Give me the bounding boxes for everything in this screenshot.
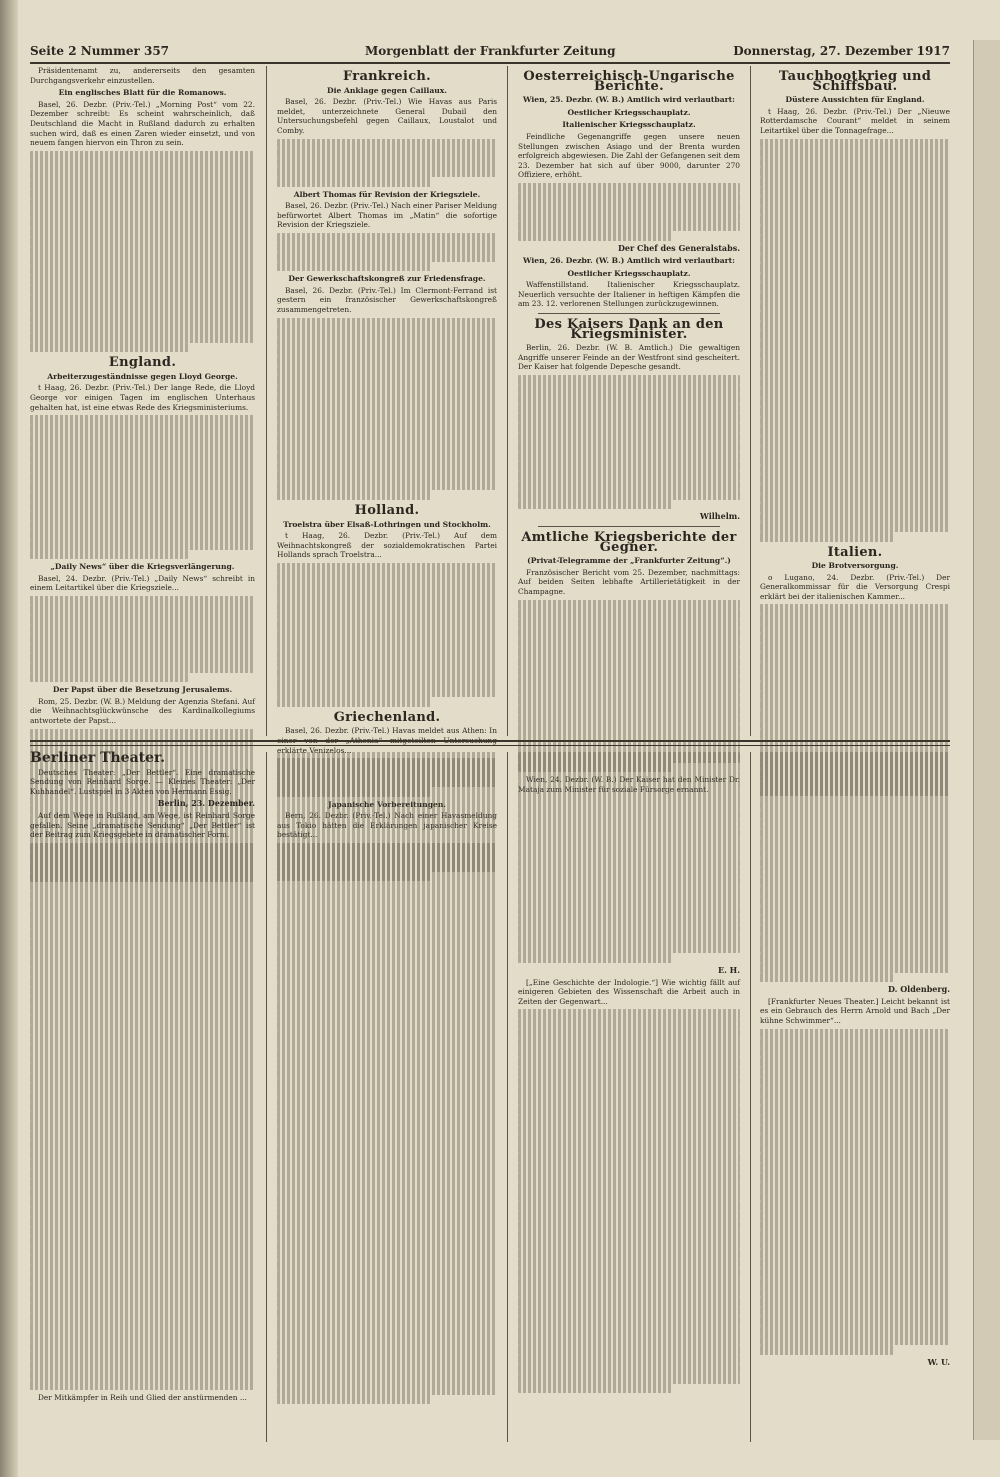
signature: E. H.	[717, 965, 740, 976]
illegible-text-block	[760, 139, 950, 542]
feuilleton-column-2	[277, 752, 497, 1442]
subheading: Der Gewerkschaftskongreß zur Friedensfrage.	[288, 274, 486, 284]
section-title: Des Kaisers Dank an den Kriegsminister.	[534, 317, 724, 342]
column-rule	[266, 66, 267, 736]
divider	[538, 526, 720, 527]
subheading: Die Anklage gegen Caillaux.	[327, 85, 447, 95]
section-title: Griechenland.	[333, 709, 441, 725]
section-title: Amtliche Kriegsberichte der Gegner.	[521, 529, 737, 555]
illegible-text-block	[518, 1009, 740, 1393]
column-rule	[266, 752, 267, 1442]
column-4	[760, 66, 950, 736]
subheading: Die Brotversorgung.	[811, 561, 899, 571]
column-3	[518, 66, 740, 794]
column-rule	[507, 752, 508, 1442]
illegible-text-block	[277, 752, 497, 1404]
article-text: Basel, 26. Dezbr. (Priv.-Tel.) Havas meldet aus Athen: In einer von der „Athenia“ mitgeteilten Untersuchung erklärte Venizelos...	[277, 726, 497, 755]
article-text: [„Eine Geschichte der Indologie.“] Wie wichtig fällt auf einigeren Gebieten des Wissenschaft die Arbeit auch in Zeiten der Gegenwart...	[518, 977, 740, 1006]
section-title: Holland.	[354, 502, 420, 518]
binding-edge	[0, 0, 18, 1477]
article-text: Der Mitkämpfer in Reih und Glied der anstürmenden ...	[38, 1392, 247, 1402]
feuilleton-column-1	[30, 752, 255, 1442]
article-text: Bern, 26. Dezbr. (Priv.-Tel.) Nach einer Havasmeldung aus Tokio hätten die Erklärungen japanischer Kreise bestätigt...	[277, 811, 497, 840]
illegible-text-block	[518, 600, 740, 773]
subheading: (Privat-Telegramme der „Frankfurter Zeitung“.)	[527, 556, 731, 566]
subheading: Japanische Vorbereitungen.	[327, 799, 447, 809]
article-text: Basel, 26. Dezbr. (Priv.-Tel.) „Morning Post“ vom 22. Dezember schreibt: Es scheint wahrscheinlich, daß Deutschland die Macht in Rußland dadurch zu erhalten suchen wird, daß es einen Zaren wieder einsetzt, und von neuem fangen hiervon ein Thron zu sein.	[30, 99, 255, 148]
column-rule	[750, 752, 751, 1442]
subheading: Wien, 26. Dezbr. (W. B.) Amtlich wird verlautbart:	[523, 256, 735, 266]
illegible-text-block	[760, 752, 950, 982]
section-title: Tauchbootkrieg und Schiffsbau.	[778, 69, 932, 94]
illegible-text-block	[518, 752, 740, 963]
article-text: Basel, 24. Dezbr. (Priv.-Tel.) „Daily News“ schreibt in einem Leitartikel über die Kriegsziele...	[30, 573, 255, 593]
article-text: [Frankfurter Neues Theater.] Leicht bekannt ist es ein Gebrauch des Herrn Arnold und Bach „Der kühne Schwimmer“...	[760, 996, 950, 1026]
subheading: Wien, 25. Dezbr. (W. B.) Amtlich wird verlautbart:	[523, 95, 735, 105]
article-text: Wien, 24. Dezbr. (W. B.) Der Kaiser hat den Minister Dr. Mataja zum Minister für soziale Fürsorge ernannt.	[518, 775, 740, 794]
article-text: Waffenstillstand. Italienischer Kriegsschauplatz. Neuerlich versuchte der Italiener in heftigen Kämpfen die am 23. 12. verlorenen Stellungen zurückzugewinnen.	[518, 280, 740, 309]
article-text: Basel, 26. Dezbr. (Priv.-Tel.) Nach einer Pariser Meldung befürwortet Albert Thomas im „Matin“ die sofortige Revision der Kriegsziele.	[277, 201, 497, 230]
signature: W. U.	[927, 1356, 950, 1367]
illegible-text-block	[277, 233, 497, 271]
illegible-text-block	[518, 375, 740, 509]
subheading: Italienischer Kriegsschauplatz.	[562, 120, 696, 130]
feuilleton-title: Berliner Theater.	[30, 750, 166, 766]
feuilleton-column-4	[760, 752, 950, 1442]
article-text: t Haag, 26. Dezbr. (Priv.-Tel.) Der „Nieuwe Rotterdamsche Courant“ meldet in seinem Leitartikel über die Tonnagefrage...	[760, 106, 950, 135]
article-text: Basel, 26. Dezbr. (Priv.-Tel.) Wie Havas aus Paris meldet, unterzeichnete General Dubail den Untersuchungsbefehl gegen Caillaux, Loustalot und Comby.	[277, 97, 497, 135]
illegible-text-block	[760, 1029, 950, 1355]
column-1	[30, 66, 255, 736]
article-text: Französischer Bericht vom 25. Dezember, nachmittags: Auf beiden Seiten lebhafte Artillerietätigkeit in der Champagne.	[518, 567, 740, 596]
article-text: Rom, 25. Dezbr. (W. B.) Meldung der Agenzia Stefani. Auf die Weihnachtsglückwünsche des Kardinalkollegiums antwortete der Papst...	[30, 696, 255, 725]
signature: D. Oldenberg.	[887, 984, 950, 995]
illegible-text-block	[277, 318, 497, 500]
subheading: Oestlicher Kriegsschauplatz.	[567, 107, 691, 117]
column-rule	[750, 66, 751, 736]
article-text: t Haag, 26. Dezbr. (Priv.-Tel.) Der lange Rede, die Lloyd George vor einigen Tagen im englischen Unterhaus gehalten hat, ist eine etwas Rede des Kriegsministeriums.	[30, 383, 255, 412]
subheading: Düstere Aussichten für England.	[785, 95, 925, 105]
illegible-text-block	[518, 183, 740, 241]
subheading: Oestlicher Kriegsschauplatz.	[567, 268, 691, 278]
illegible-text-block	[30, 415, 255, 559]
article-text: Präsidentenamt zu, andererseits den gesamten Durchgangsverkehr einzustellen.	[30, 66, 255, 85]
subheading: Der Papst über die Besetzung Jerusalems.	[52, 685, 233, 695]
divider	[538, 313, 720, 314]
signature: Wilhelm.	[699, 511, 740, 522]
adjacent-page-edge	[973, 40, 1000, 1440]
article-text: Feindliche Gegenangriffe gegen unsere neuen Stellungen zwischen Asiago und der Brenta wurden erfolgreich abgewiesen. Die Zahl der Gefangenen seit dem 23. Dezember hat sich auf über 9000, darunter 270 Offiziere, erhöht.	[518, 131, 740, 180]
feuilleton-rule	[30, 740, 950, 746]
subheading: Arbeiterzugeständnisse gegen Lloyd George.	[47, 371, 238, 381]
illegible-text-block	[30, 151, 255, 352]
page-number: Seite 2 Nummer 357	[30, 44, 170, 58]
signature: Der Chef des Generalstabs.	[617, 242, 740, 253]
illegible-text-block	[30, 596, 255, 682]
article-text: Berlin, 26. Dezbr. (W. B. Amtlich.) Die gewaltigen Angriffe unserer Feinde an der Westfront sind gescheitert. Der Kaiser hat folgende Depesche gesandt.	[518, 343, 740, 372]
section-title: Frankreich.	[343, 69, 431, 84]
illegible-text-block	[277, 563, 497, 707]
section-title: Italien.	[827, 544, 883, 560]
column-2	[277, 66, 497, 840]
article-text: Basel, 26. Dezbr. (Priv.-Tel.) Im Clermont-Ferrand ist gestern ein französischer Gewerkschaftskongreß zusammengetreten.	[277, 285, 497, 315]
dateline: Berlin, 23. Dezember.	[157, 798, 255, 809]
column-rule	[507, 66, 508, 736]
illegible-text-block	[30, 843, 255, 1390]
subheading: Troelstra über Elsaß-Lothringen und Stockholm.	[283, 519, 491, 529]
section-title: Oesterreichisch-Ungarische Berichte.	[523, 69, 735, 94]
subheading: Ein englisches Blatt für die Romanows.	[58, 88, 227, 98]
article-text: Deutsches Theater: „Der Bettler“. Eine dramatische Sendung von Reinhard Sorge. — Kleines Theater: „Der Kuhhandel“. Lustspiel in 3 Akten von Hermann Essig.	[30, 767, 255, 796]
issue-date: Donnerstag, 27. Dezember 1917	[733, 44, 950, 58]
subheading: Albert Thomas für Revision der Kriegsziele.	[293, 189, 481, 199]
article-text: Auf dem Wege in Rußland, am Wege, ist Reinhard Sorge gefallen. Seine „dramatische Sendung“ „Der Bettler“ ist der Beitrag zum Kriegsgebete in dramatischer Form.	[30, 810, 255, 840]
feuilleton-column-3	[518, 752, 740, 1442]
masthead: Morgenblatt der Frankfurter Zeitung	[365, 44, 616, 58]
subheading: „Daily News“ über die Kriegsverlängerung.	[50, 562, 235, 572]
article-text: o Lugano, 24. Dezbr. (Priv.-Tel.) Der Generalkommissar für die Versorgung Crespi erklärt bei der italienischen Kammer...	[760, 572, 950, 601]
page-header	[30, 44, 950, 64]
illegible-text-block	[277, 139, 497, 187]
section-title: England.	[108, 355, 177, 371]
article-text: t Haag, 26. Dezbr. (Priv.-Tel.) Auf dem Weihnachtskongreß der sozialdemokratischen Partei Hollands sprach Troelstra...	[277, 531, 497, 560]
